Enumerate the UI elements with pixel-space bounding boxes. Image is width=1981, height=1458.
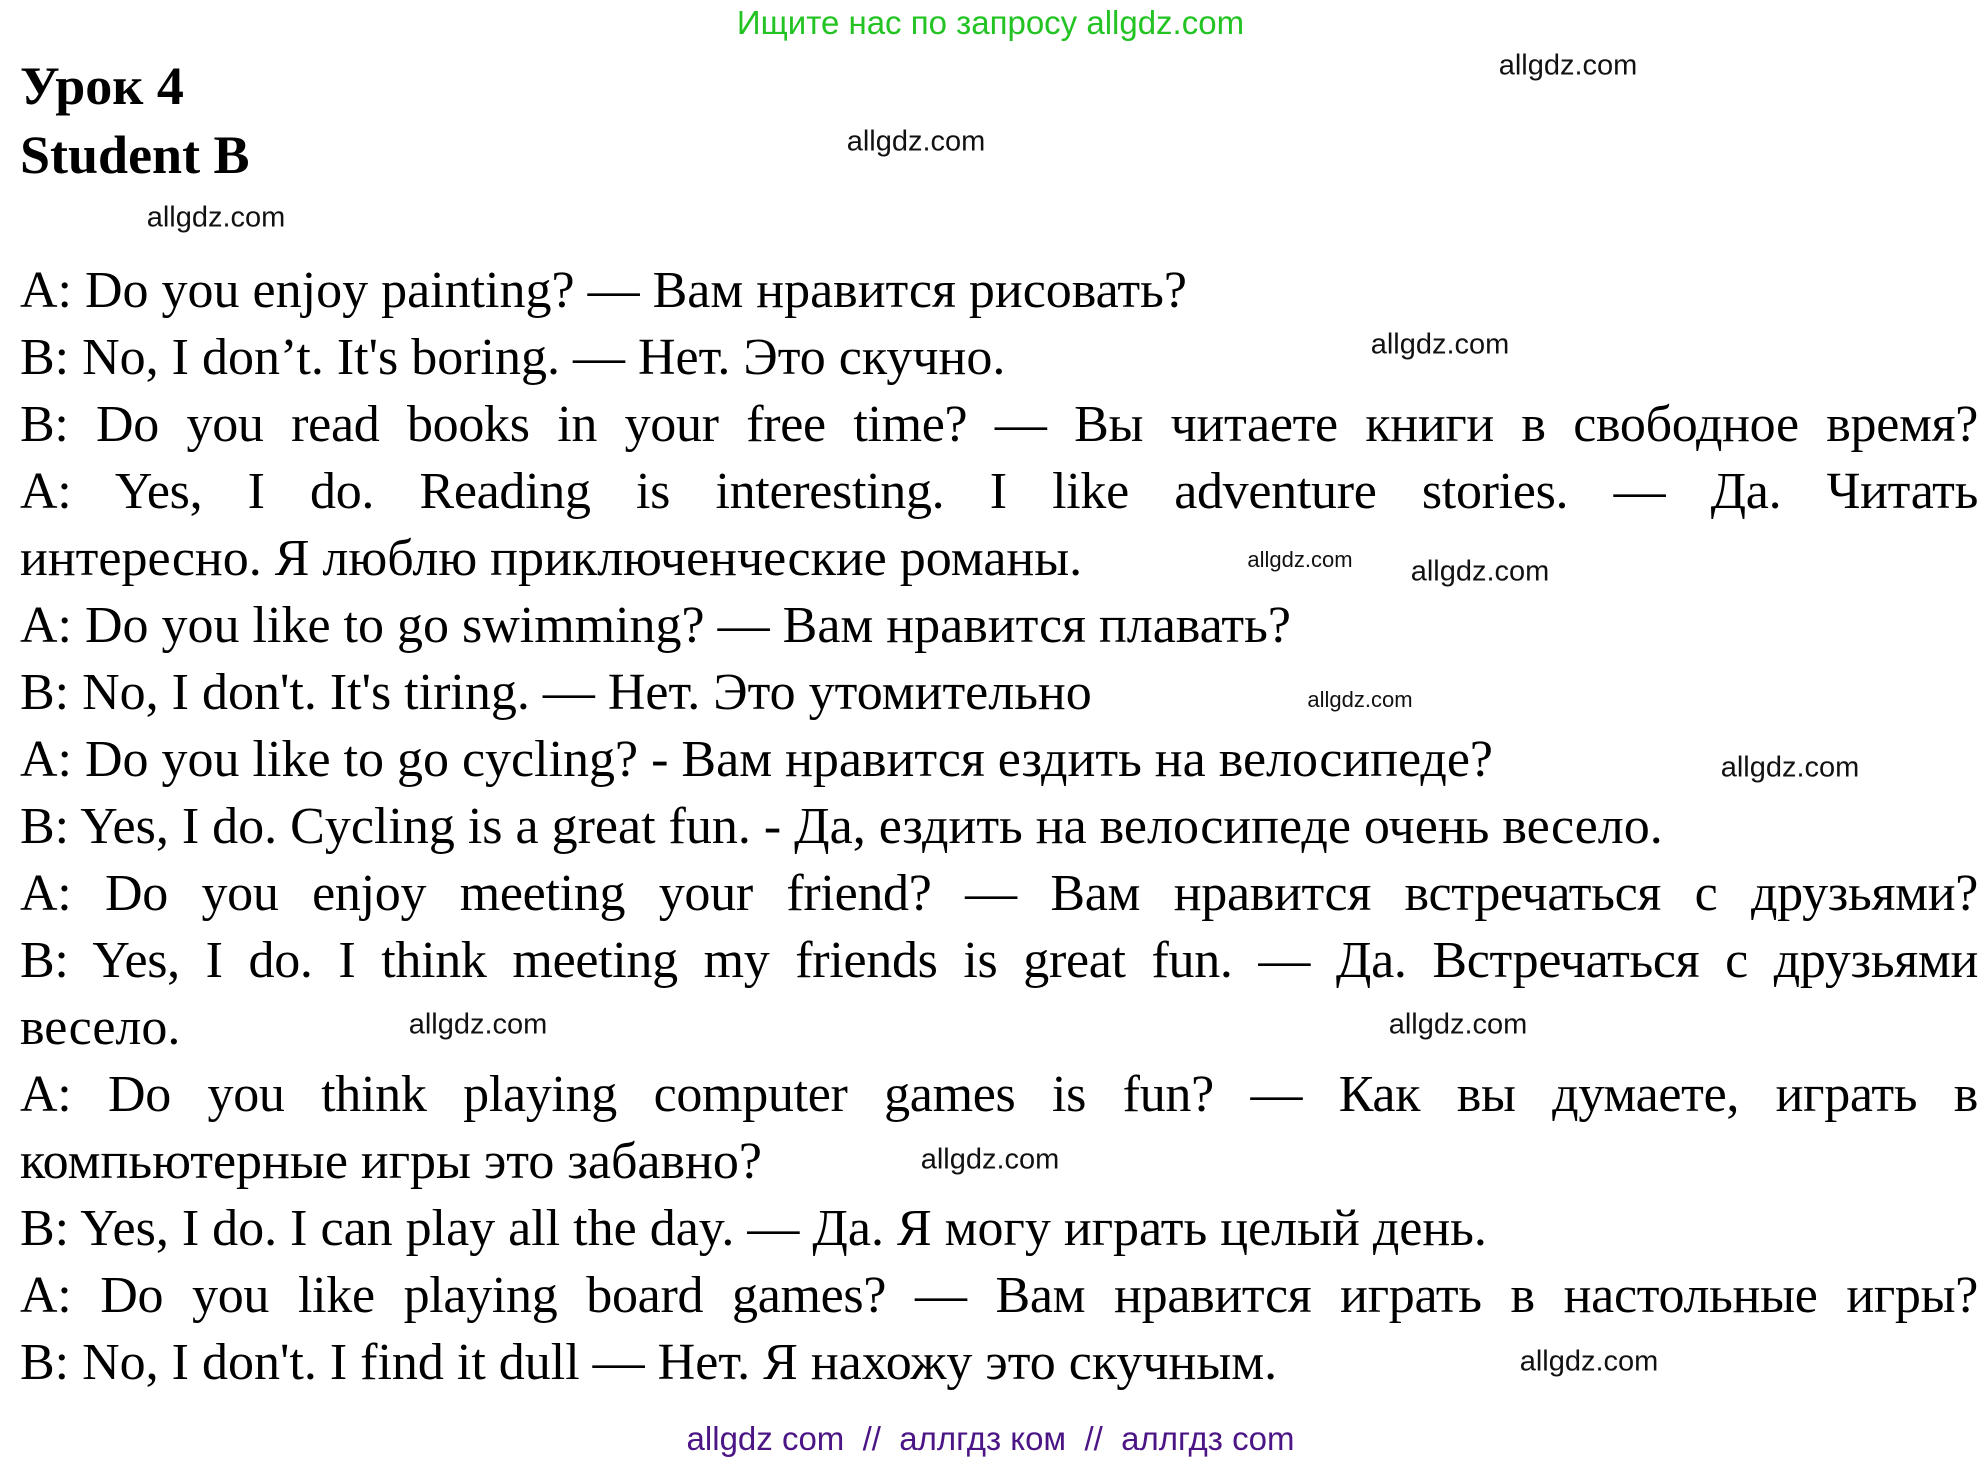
watermark: allgdz.com bbox=[1307, 687, 1413, 712]
watermark: allgdz.com bbox=[1519, 1345, 1659, 1378]
dialogue-line: весело. bbox=[20, 999, 181, 1056]
footer-banner-text: allgdz com // аллгдз ком // аллгдз com bbox=[686, 1420, 1295, 1457]
dialogue-line: A: Do you enjoy meeting your friend? — Вам нравится встречаться с друзьями? bbox=[20, 865, 1978, 922]
watermark: allgdz.com bbox=[1720, 751, 1860, 784]
watermark: allgdz.com bbox=[1370, 328, 1510, 361]
watermark: allgdz.com bbox=[1247, 547, 1353, 572]
lesson-subtitle: Student B bbox=[20, 125, 250, 185]
watermark: allgdz.com bbox=[1498, 49, 1638, 82]
dialogue-line: A: Do you think playing computer games is fun? — Как вы думаете, играть в bbox=[20, 1066, 1978, 1123]
dialogue-line: B: Yes, I do. Cycling is a great fun. - Да, ездить на велосипеде очень весело. bbox=[20, 798, 1663, 855]
watermark: allgdz.com bbox=[846, 125, 986, 158]
dialogue-line: B: Yes, I do. I can play all the day. — Да. Я могу играть целый день. bbox=[20, 1200, 1487, 1257]
dialogue-line: компьютерные игры это забавно? bbox=[20, 1133, 762, 1190]
dialogue-line: интересно. Я люблю приключенческие романы. bbox=[20, 530, 1083, 587]
dialogue-line: A: Do you like playing board games? — Вам нравится играть в настольные игры? bbox=[20, 1267, 1978, 1324]
watermark: allgdz.com bbox=[1388, 1008, 1528, 1041]
dialogue-line: B: Yes, I do. I think meeting my friends is great fun. — Да. Встречаться с друзьями bbox=[20, 932, 1978, 989]
dialogue-line: A: Do you like to go swimming? — Вам нравится плавать? bbox=[20, 597, 1291, 654]
dialogue bbox=[20, 257, 1978, 1396]
dialogue-line: B: No, I don’t. It's boring. — Нет. Это скучно. bbox=[20, 329, 1006, 386]
dialogue-line: B: No, I don't. It's tiring. — Нет. Это утомительно bbox=[20, 664, 1092, 721]
dialogue-line: A: Do you enjoy painting? — Вам нравится рисовать? bbox=[20, 262, 1187, 319]
watermark: allgdz.com bbox=[920, 1143, 1060, 1176]
search-banner: Ищите нас по запросу allgdz.com bbox=[736, 4, 1245, 41]
footer-banner bbox=[0, 1420, 1981, 1458]
lesson-title: Урок 4 bbox=[20, 56, 184, 116]
dialogue-line: A: Do you like to go cycling? - Вам нравится ездить на велосипеде? bbox=[20, 731, 1494, 788]
dialogue-line: B: Do you read books in your free time? — Вы читаете книги в свободное время? bbox=[20, 396, 1978, 453]
dialogue-line: A: Yes, I do. Reading is interesting. I like adventure stories. — Да. Читать bbox=[20, 463, 1978, 520]
watermark: allgdz.com bbox=[1410, 555, 1550, 588]
dialogue-line: B: No, I don't. I find it dull — Нет. Я нахожу это скучным. bbox=[20, 1334, 1278, 1391]
watermark: allgdz.com bbox=[408, 1008, 548, 1041]
watermark: allgdz.com bbox=[146, 201, 286, 234]
